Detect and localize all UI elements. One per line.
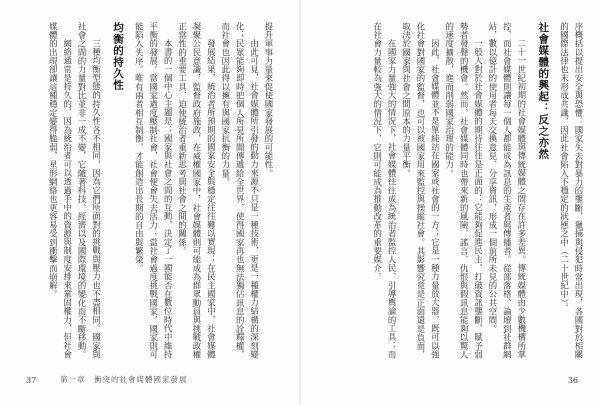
right-page — [300, 0, 600, 405]
paragraph: 二十一世紀初期的社會媒體與傳統媒體之間存在許多差異。傳統媒體由少數機構所掌控，而社會媒體則讓每一個人都能成為訊息的生產者與傳播者。從部落格、論壇到社群網站，數以億計的使用者每天交換意見、分享資訊，形成一個前所未見的公共空間。 — [487, 22, 527, 359]
section-heading: 均衡的持久性 — [111, 22, 124, 91]
paragraph: 發展結果，統治者所預期的國家安全與穩定往往難以實現；在民主國家中，社會媒體凝聚公民意識，監督政府施政，在威權國家中，社會媒體則可能成為群眾動員與挑戰政權正當性的重要工具，迫使統治者重新思考與社會之間的關係。 — [177, 22, 217, 359]
section-heading: 社會媒體的興起：反之亦然 — [537, 22, 550, 160]
paragraph: 本書的一個中心主題是：國家與社會之間的互動，決定了一國能否在數位時代中維持平衡的發展。當國家過度壓制社會，社會便會失去活力；當社會過度挑戰國家，國家則可能陷入失序。唯有兩者相互制衡，才能創造出長期的自由與繁榮。 — [134, 22, 174, 359]
left-text-block — [48, 22, 276, 362]
page-number: 37 — [26, 376, 37, 385]
running-head: 第一章 衝突的社會媒體國家發展 — [60, 375, 188, 384]
paragraph: 提升軍事力量來促使國家發展的可能性。 — [264, 22, 274, 178]
right-text-block — [314, 22, 586, 362]
paragraph: 一般人對於社會媒體的期待往往是正面的：它能夠促進民主、打破資訊壟斷、賦予弱勢者發聲的機會。然而，社會媒體同時也帶來新的風險，謠言、仇恨與假訊息能夠以驚人的速度擴散，進而削弱國家治理的能力。 — [444, 22, 484, 359]
paragraph: 三種均衡型態的持久性各不相同，因為它們所面對的挑戰與壓力也不盡相同。國家與社會之間的力量對比並非一成不變，它隨著科技、經濟以及國際環境的變化而不斷移動。 — [77, 22, 102, 359]
paragraph: 序概括以提出安全與恐懼：國家失去對暴力的壟斷，獵捕與侵犯時常出現，各國對於相關的國際法律也未形成共識，因此社會陷入不穩定的狀態之中（二十世紀中）。 — [559, 22, 584, 359]
page-number: 36 — [567, 376, 578, 385]
paragraph: 由此可見，社會媒體所引發的動力來源不只是一種技術，更是一種權力結構的深刻變化；民眾能夠即時把個人所見所聞傳遞給全世界，使得國家再也無法獨佔訊息的詮釋權，而社會也因此得以擁有與國家抗衡的力量。 — [220, 22, 260, 359]
paragraph: 網絡通常是持久的，因為統治者可以透過手中的資源與制度安排來鞏固權力，但社會媒體的出現卻讓這種穩定變得脆弱，星形網絡也更容易受到衝擊而崩解。 — [48, 22, 73, 359]
paragraph: 因此，社會媒體並不是單純站在國家或社會的一方；它是一種力量放大器，既可以強化社會對國家的監督，也可以被國家用來監控與操縱社會。其影響究竟是正面還是負面，取決於國家與社會之間原本的力量平衡。 — [401, 22, 441, 359]
paragraph: 在國家力量強大的情況下，社會媒體往往成為統治者監控人民、引導輿論的工具；而在社會力量較為強大的情況下，它則可能成為推動改革的重要媒介。 — [372, 22, 398, 359]
